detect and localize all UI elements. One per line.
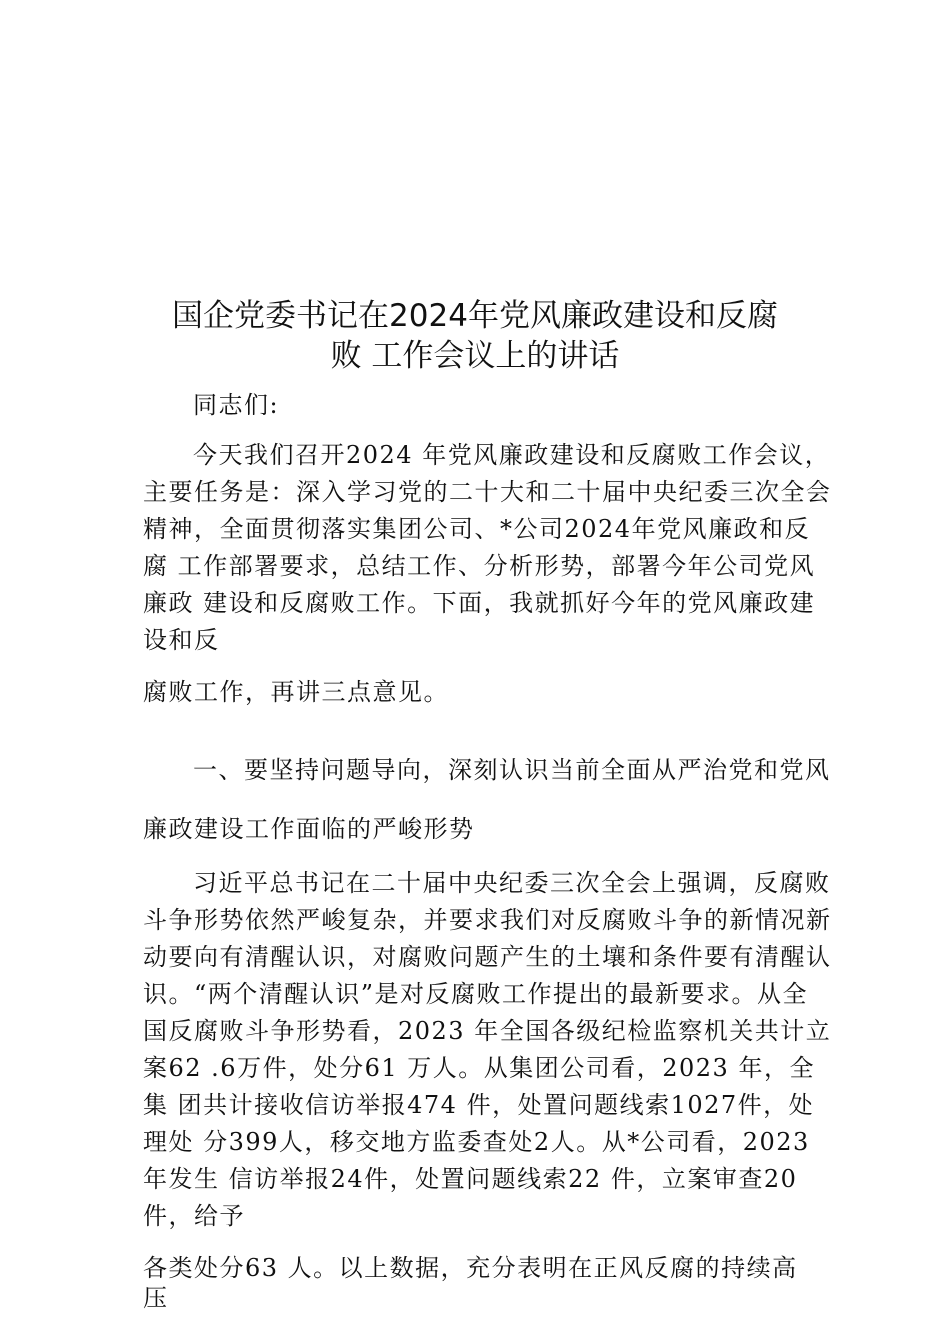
paragraph-line: 今天我们召开2024 年党风廉政建设和反腐败工作会议， <box>193 441 831 469</box>
paragraph-line: 集 团共计接收信访举报474 件，处置问题线索1027件，处 <box>143 1091 815 1119</box>
paragraph-line: 设和反 <box>143 626 220 654</box>
paragraph-line: 案62 .6万件，处分61 万人。从集团公司看，2023 年，全 <box>143 1054 815 1082</box>
paragraph-line: 压 <box>143 1284 169 1312</box>
paragraph-line: 精神，全面贯彻落实集团公司、*公司2024年党风廉政和反 <box>143 515 811 543</box>
paragraph-line: 理处 分399人，移交地方监委查处2人。从*公司看，2023 <box>143 1128 810 1156</box>
paragraph-line: 识。“两个清醒认识”是对反腐败工作提出的最新要求。从全 <box>143 980 809 1008</box>
paragraph-line: 斗争形势依然严峻复杂，并要求我们对反腐败斗争的新情况新 <box>143 906 832 934</box>
paragraph-line: 国反腐败斗争形势看，2023 年全国各级纪检监察机关共计立 <box>143 1017 832 1045</box>
document-title-line-1: 国企党委书记在2024年党风廉政建设和反腐 <box>172 298 778 334</box>
heading-line: 廉政建设工作面临的严峻形势 <box>143 815 475 843</box>
paragraph-line: 腐 工作部署要求，总结工作、分析形势，部署今年公司党风 <box>143 552 816 580</box>
paragraph-line: 年发生 信访举报24件，处置问题线索22 件，立案审查20 <box>143 1165 798 1193</box>
paragraph-line: 习近平总书记在二十届中央纪委三次全会上强调，反腐败 <box>193 869 831 897</box>
paragraph-line: 主要任务是：深入学习党的二十大和二十届中央纪委三次全会 <box>143 478 832 506</box>
paragraph-line: 各类处分63 人。以上数据，充分表明在正风反腐的持续高 <box>143 1254 798 1282</box>
greeting: 同志们: <box>193 391 280 419</box>
heading-line: 一、要坚持问题导向，深刻认识当前全面从严治党和党风 <box>193 756 831 784</box>
paragraph-line: 廉政 建设和反腐败工作。下面，我就抓好今年的党风廉政建 <box>143 589 816 617</box>
paragraph-line: 腐败工作，再讲三点意见。 <box>143 678 449 706</box>
paragraph-line: 件，给予 <box>143 1202 245 1230</box>
document-title-line-2: 败 工作会议上的讲话 <box>330 338 620 374</box>
paragraph-line: 动要向有清醒认识，对腐败问题产生的土壤和条件要有清醒认 <box>143 943 832 971</box>
